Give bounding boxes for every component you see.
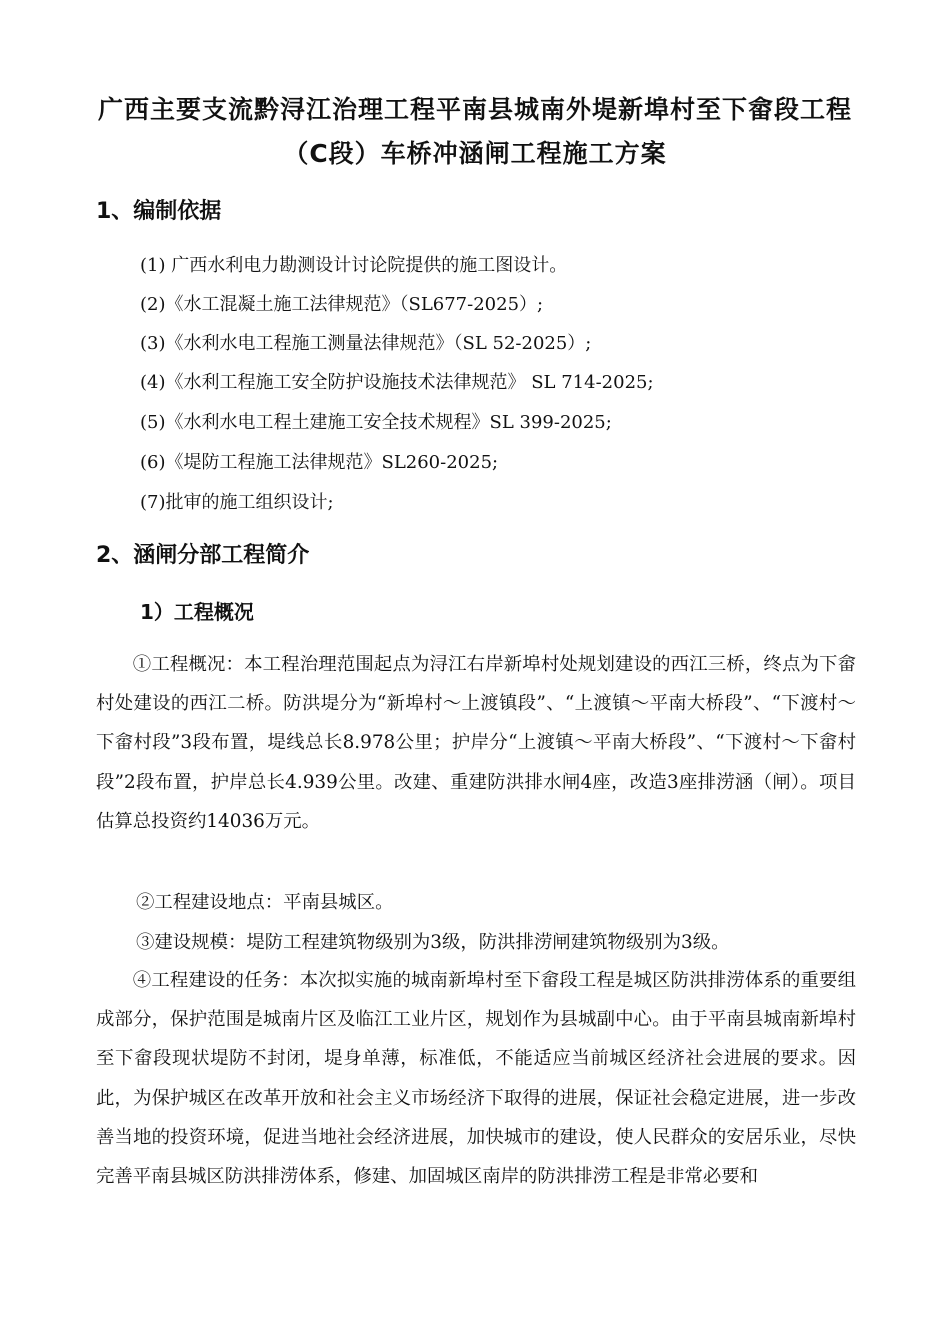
construction-scale-paragraph: ③建设规模：堤防工程建筑物级别为3级，防洪排涝闸建筑物级别为3级。 (136, 932, 730, 953)
reference-item-5: (5)《水利水电工程土建施工安全技术规程》SL 399-2025; (140, 412, 612, 433)
reference-item-7: (7)批审的施工组织设计; (140, 492, 334, 513)
section-1-heading: 1、编制依据 (96, 199, 222, 224)
reference-item-3: (3)《水利水电工程施工测量法律规范》（SL 52-2025）; (140, 333, 592, 354)
reference-item-1: (1) 广西水利电力勘测设计讨论院提供的施工图设计。 (140, 255, 568, 276)
construction-task-paragraph: ④工程建设的任务：本次拟实施的城南新埠村至下畲段工程是城区防洪排涝体系的重要组成部分，保护范围是城南片区及临江工业片区，规划作为县城副中心。由于平南县城南新埠村至下畲段现状堤防不封闭，堤身单薄，标准低，不能适应当前城区经济社会进展的要求。因此，为保护城区在改革开放和社会主义市场经济下取得的进展，保证社会稳定进展，进一步改善当地的投资环境，促进当地社会经济进展，加快城市的建设，使人民群众的安居乐业，尽快完善平南县城区防洪排涝体系，修建、加固城区南岸的防洪排涝工程是非常必要和 (96, 970, 856, 1188)
construction-location-paragraph: ②工程建设地点：平南县城区。 (136, 892, 394, 913)
reference-item-2: (2)《水工混凝土施工法律规范》（SL677-2025）; (140, 294, 544, 315)
project-overview-paragraph: ①工程概况：本工程治理范围起点为浔江右岸新埠村处规划建设的西江三桥，终点为下畲村处建设的西江二桥。防洪堤分为“新埠村～上渡镇段”、“上渡镇～平南大桥段”、“下渡村～下畲村段”3段布置，堤线总长8.978公里；护岸分“上渡镇～平南大桥段”、“下渡村～下畲村段”2段布置，护岸总长4.939公里。改建、重建防洪排水闸4座，改造3座排涝涵（闸）。项目估算总投资约14036万元。 (96, 654, 856, 832)
document-title-line-2: （C段）车桥冲涵闸工程施工方案 (283, 139, 667, 168)
document-title-line-1: 广西主要支流黔浔江治理工程平南县城南外堤新埠村至下畲段工程 (97, 95, 852, 124)
reference-item-6: (6)《堤防工程施工法律规范》SL260-2025; (140, 452, 499, 473)
section-2-heading: 2、涵闸分部工程简介 (96, 543, 310, 568)
reference-item-4: (4)《水利工程施工安全防护设施技术法律规范》 SL 714-2025; (140, 372, 654, 393)
section-2-subheading: 1）工程概况 (140, 600, 254, 624)
